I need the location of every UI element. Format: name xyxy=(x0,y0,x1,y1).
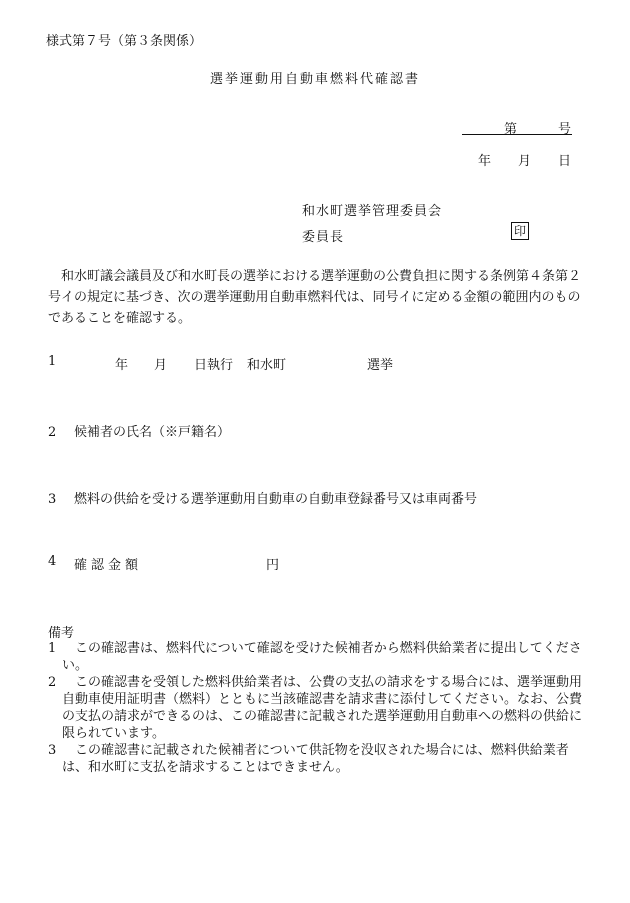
remark-number: 1 xyxy=(48,641,57,656)
form-number: 様式第７号（第３条関係） xyxy=(46,34,203,49)
document-title: 選挙運動用自動車燃料代確認書 xyxy=(209,72,420,87)
item-confirmed-amount xyxy=(48,554,348,572)
item4-unit: 円 xyxy=(266,558,280,573)
remark-text: この確認書に記載された候補者について供託物を没収された場合には、燃料供給業者は、和水町に支払を請求することはできません。 xyxy=(62,743,569,775)
issuer-committee: 和水町選挙管理委員会 xyxy=(302,204,443,219)
remark-number: 3 xyxy=(48,743,57,758)
date-year: 年 xyxy=(478,154,492,169)
remarks-heading: 備考 xyxy=(48,626,75,641)
item1-election: 選挙 xyxy=(367,358,394,373)
seal-box: 印 xyxy=(511,222,529,240)
remark-text: この確認書は、燃料代について確認を受けた候補者から燃料供給業者に提出してください。 xyxy=(62,641,582,673)
item2-label: 候補者の氏名（※戸籍名） xyxy=(74,425,231,440)
document-number-dai: 第 xyxy=(504,122,518,137)
item-number: 3 xyxy=(48,492,57,507)
item1-day-exec: 日執行 xyxy=(194,358,234,373)
issuer-chair: 委員長 xyxy=(302,230,345,245)
item-number: 2 xyxy=(48,425,57,440)
remark-text: この確認書を受領した燃料供給業者は、公費の支払の請求をする場合には、選挙運動用自動車使用証明書（燃料）とともに当該確認書を請求書に添付してください。なお、公費の支払の請求ができるのは、この確認書に記載された選挙運動用自動車への燃料の供給に限られています。 xyxy=(62,675,583,741)
item4-label: 確認金額 xyxy=(74,558,143,573)
remark-number: 2 xyxy=(48,675,57,690)
remark-item xyxy=(48,674,588,742)
item1-town: 和水町 xyxy=(247,358,287,373)
body-text: 和水町議会議員及び和水町長の選挙における選挙運動の公費負担に関する条例第４条第２号イの規定に基づき、次の選挙運動用自動車燃料代は、同号イに定める金額の範囲内のものであることを確認する。 xyxy=(48,269,582,326)
remark-item xyxy=(48,742,588,776)
item1-year: 年 xyxy=(115,358,129,373)
date-day: 日 xyxy=(558,154,572,169)
item-election-date xyxy=(48,354,408,372)
item-number: 4 xyxy=(48,554,57,569)
date-month: 月 xyxy=(518,154,532,169)
item-candidate-name xyxy=(48,421,230,440)
item-vehicle-number xyxy=(48,488,477,507)
issue-date xyxy=(478,150,578,168)
remarks-list xyxy=(48,640,588,776)
item1-month: 月 xyxy=(154,358,168,373)
remark-item xyxy=(48,640,588,674)
document-number-go: 号 xyxy=(558,122,572,137)
document-number xyxy=(462,118,572,135)
item-number: 1 xyxy=(48,354,57,369)
item3-label: 燃料の供給を受ける選挙運動用自動車の自動車登録番号又は車両番号 xyxy=(74,492,478,507)
body-paragraph xyxy=(48,266,588,329)
